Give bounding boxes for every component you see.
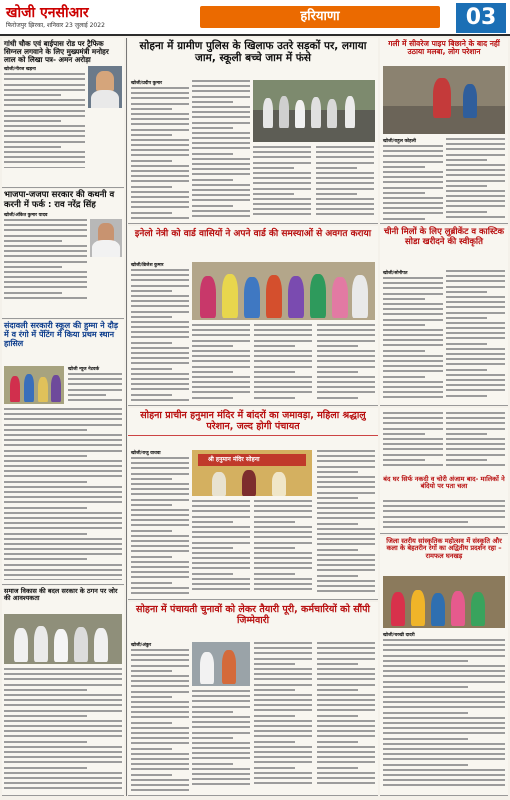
section-title: हरियाणा <box>200 6 440 28</box>
byline: खोजी/राजु वाधवा <box>131 451 161 456</box>
byline: खोजी/अंकुर <box>131 643 152 648</box>
article-text-col3 <box>253 146 311 221</box>
headline: गली में सीवरेज पाइप बिछाने के बाद नहीं उठाया मलबा, लोग परेशान <box>388 39 500 57</box>
festival-photo <box>383 576 505 628</box>
article-text <box>383 145 443 221</box>
byline: खोजी/सोनीपत <box>383 271 408 276</box>
story-sugar-mills <box>380 226 508 406</box>
article-text <box>131 87 189 222</box>
byline: खोजी/अंकित कुमार यादव <box>4 213 48 219</box>
story-bandh-ghar <box>380 408 508 534</box>
article-text <box>4 668 122 792</box>
byline: खोजी न्यूज नेटवर्क <box>68 367 100 372</box>
byline: खोजी/प्रदीप कुमार <box>131 81 163 86</box>
article-text-col4 <box>316 146 374 221</box>
school-event-photo <box>4 366 64 404</box>
article-text <box>131 457 189 597</box>
sewer-street-photo <box>383 66 505 134</box>
temple-banner-caption: श्री हनुमान मंदिर सोहना <box>208 456 260 463</box>
portrait-photo <box>88 66 122 108</box>
article-text <box>4 219 87 299</box>
newspaper-brand: खोजी एनसीआर <box>6 5 89 21</box>
article-text-col2 <box>192 500 250 595</box>
article-text-col3 <box>383 500 505 532</box>
article-text <box>131 269 189 404</box>
headline: चीनी मिलों के लिए लुब्रीकेंट व कास्टिक सोडा खरीदने की स्वीकृति <box>383 227 505 247</box>
headline: इनेलो नेत्री को वार्ड वासियों ने अपने वार्ड की समस्याओं से अवगत कराया <box>134 229 372 239</box>
headline: संदावली सरकारी स्कूल की हुम्मा ने दौड़ में व रंगो में पेंटिंग में किया प्रथम स्थान हासिल <box>4 321 119 348</box>
ward-meeting-photo <box>192 262 375 320</box>
article-text <box>4 73 85 168</box>
headline: सोहना प्राचीन हनुमान मंदिर में बांदरों का जमावड़ा, महिला श्रद्धालु परेशान, जल्द होगी पंचायत <box>128 408 378 436</box>
article-text <box>383 277 443 402</box>
officials-meeting-photo <box>192 642 250 686</box>
headline: गांधी चौक एवं बाईपास रोड पर ट्रैफिक सिग्नल लगवाने के लिए मुख्यमंत्री मनोहर लाल को लिखा पत्र- अमन अरोड़ा <box>4 39 109 65</box>
story-rao-narendra <box>2 189 124 319</box>
byline: खोजी/चरखी दादरी <box>383 633 415 638</box>
story-samaj-vikas <box>2 586 124 796</box>
article-text-col2 <box>446 412 505 472</box>
byline: खोजी/नीरज खड़ना <box>4 67 36 73</box>
article-text-col4 <box>317 450 375 595</box>
byline: खोजी/ब्रिजेश कुमार <box>131 263 164 268</box>
story-traffic-signal <box>2 38 124 188</box>
protest-photo <box>253 80 375 142</box>
article-text-col2 <box>192 324 250 402</box>
byline: खोजी/राहुल कोहली <box>383 139 416 144</box>
headline: सोहना में ग्रामीण पुलिस के खिलाफ उतरे सड़कों पर, लगाया जाम, स्कूली बच्चे जाम में फंसे <box>139 40 367 64</box>
masthead <box>0 0 510 36</box>
temple-gate-photo <box>192 450 312 496</box>
column-rule <box>126 38 127 796</box>
article-text-col2 <box>192 690 250 790</box>
headline: बंद घर सिर्फ नकदी व चोरी अंजाम बाद- मालिकों ने बंदियो पर पता चला <box>383 475 505 491</box>
page-number: 03 <box>456 3 506 33</box>
article-text-col4 <box>317 642 375 790</box>
article-text-continued <box>4 408 122 580</box>
article-text <box>131 649 189 793</box>
article-text-col2 <box>446 138 505 220</box>
meeting-photo <box>4 614 122 664</box>
headline: समाज विकास की बदल सरकार के ठगन पर जोर की आवश्यकता <box>4 587 118 603</box>
story-panchayat-elections <box>128 602 378 796</box>
headline: सोहना में पंचायती चुनावों को लेकर तैयारी पूरी, कर्मचारियों को सौंपी जिम्मेवारी <box>136 604 370 626</box>
article-text-col3 <box>254 500 312 595</box>
article-text <box>68 373 122 407</box>
story-sandavali-school <box>2 320 124 585</box>
article-text <box>383 412 443 472</box>
story-sewer-pipe <box>380 38 508 224</box>
article-text <box>383 639 505 789</box>
story-inelo-ward <box>128 226 378 406</box>
portrait-photo <box>90 219 122 257</box>
dateline: फिरोजपुर झिरका, शनिवार 23 जुलाई 2022 <box>6 22 105 29</box>
article-text-col3 <box>254 642 312 790</box>
article-text-col3 <box>254 324 312 402</box>
article-text-col2 <box>192 80 250 220</box>
article-text-col4 <box>317 324 375 402</box>
story-cultural-festival <box>380 536 508 796</box>
headline: भाजपा-जजपा सरकार की कथनी व करनी में फर्क : राव नरेंद्र सिंह <box>4 190 115 210</box>
headline: जिला स्तरीय सांस्कृतिक महोत्सव में संस्कृति और कला के बेहतरीन रंगों का अद्वितीय प्रदर्शन रहा – रामफल घनखड़ <box>386 537 502 560</box>
story-hanuman-temple <box>128 408 378 600</box>
article-text-col2 <box>446 270 505 402</box>
story-sohna-police-protest <box>128 38 378 224</box>
